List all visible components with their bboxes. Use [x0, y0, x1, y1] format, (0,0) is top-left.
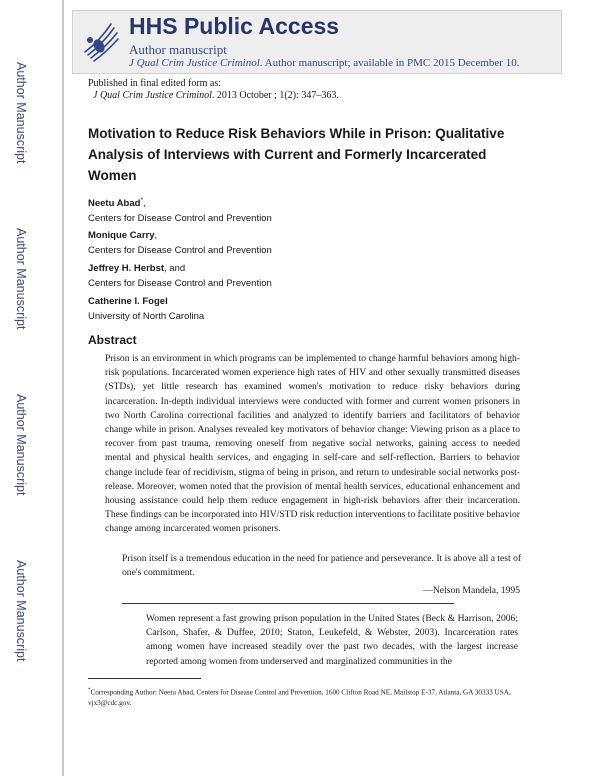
footnote-mark: *: [88, 688, 91, 693]
author-name: Monique Carry: [88, 230, 155, 241]
published-journal: J Qual Crim Justice Criminol: [93, 90, 212, 101]
epigraph-attribution: —Nelson Mandela, 1995: [423, 585, 520, 596]
author-name: Jeffrey H. Herbst: [88, 263, 165, 274]
author-entry: [88, 230, 272, 256]
side-label-1: Author Manuscript: [14, 62, 28, 164]
published-citation: [93, 90, 339, 101]
footnote-divider: [88, 678, 201, 679]
hhs-eagle-logo-icon: [79, 16, 123, 68]
author-entry: [88, 263, 272, 289]
author-name: Catherine I. Fogel: [88, 296, 168, 307]
author-mark: *: [140, 197, 144, 204]
article-title: Motivation to Reduce Risk Behaviors While in Prison: Qualitative Analysis of Interviews with Current and Formerly Incarcerated Women: [88, 126, 505, 183]
author-manuscript-label: Author manuscript: [129, 42, 227, 57]
abstract-text: Prison is an environment in which programs can be implemented to change harmful behaviors among high-risk populations. Incarcerated women experience high rates of HIV and other sexually transmitted diseases (STDs), yet little research has examined women's motivation to reduce risky behaviors during incarceration. In-depth individual interviews were conducted with former and current women prisoners in two North Carolina correctional facilities and analyzed to identify barriers and facilitators of behavior change while in prison. Analyses revealed key motivators of behavior change: Viewing prison as a place to recover from past trauma, removing oneself from negative social networks, gaining access to needed mental and physical health services, and engaging in self-care and self-reflection. Barriers to behavior change include fear of recidivism, stigma of being in prison, and return to undesirable social networks post-release. Moreover, women noted that the provision of mental health services, educational enhancement and housing assistance could help them reduce engagement in high-risk behaviors after their incarceration. These findings can be incorporated into HIV/STD risk reduction interventions to facilitate positive behavior change among incarcerated women prisoners.: [105, 353, 520, 535]
citation-journal: J Qual Crim Justice Criminol: [129, 57, 260, 69]
margin-divider: [62, 0, 64, 776]
author-suffix: ,: [143, 198, 146, 210]
section-divider: [122, 603, 454, 604]
author-suffix: , and: [164, 263, 186, 274]
side-label-3: Author Manuscript: [14, 394, 28, 496]
epigraph-quote: Prison itself is a tremendous education in the need for patience and perseverance. It is above all a test of one's commitment.: [122, 553, 522, 579]
published-details: . 2013 October ; 1(2): 347–363.: [211, 90, 339, 101]
author-name: Neetu Abad: [88, 198, 141, 210]
abstract-heading: Abstract: [88, 333, 137, 347]
side-label-2: Author Manuscript: [14, 228, 28, 330]
footnote-text: Corresponding Author: Neetu Abad, Centers for Disease Control and Prevention, 1600 Clifton Road NE, Mailstop E-37, Atlanta, GA 30333 USA, vjx3@cdc.gov.: [88, 688, 511, 707]
author-entry: [88, 197, 272, 224]
author-affiliation: Centers for Disease Control and Prevention: [88, 245, 272, 256]
author-affiliation: Centers for Disease Control and Prevention: [88, 213, 272, 225]
intro-paragraph: Women represent a fast growing prison population in the United States (Beck & Harrison, 2006; Carlson, Shafer, & Duffee, 2010; Staton, Leukefeld, & Webster, 2003). Incarceration rates among women have increased steadily over the past two decades, with the largest increase reported among women from underserved and marginalized communities in the: [146, 613, 518, 667]
availability-citation: [129, 57, 519, 69]
hhs-header: [72, 10, 562, 74]
citation-rest: . Author manuscript; available in PMC 2015 December 10.: [259, 57, 520, 69]
author-suffix: ,: [154, 230, 158, 241]
author-entry: [88, 296, 204, 322]
author-affiliation: Centers for Disease Control and Prevention: [88, 278, 272, 289]
hhs-title: HHS Public Access: [129, 13, 340, 39]
footnote: [88, 686, 528, 708]
side-label-4: Author Manuscript: [14, 560, 28, 662]
author-affiliation: University of North Carolina: [88, 311, 205, 322]
published-label: Published in final edited form as:: [88, 78, 222, 89]
